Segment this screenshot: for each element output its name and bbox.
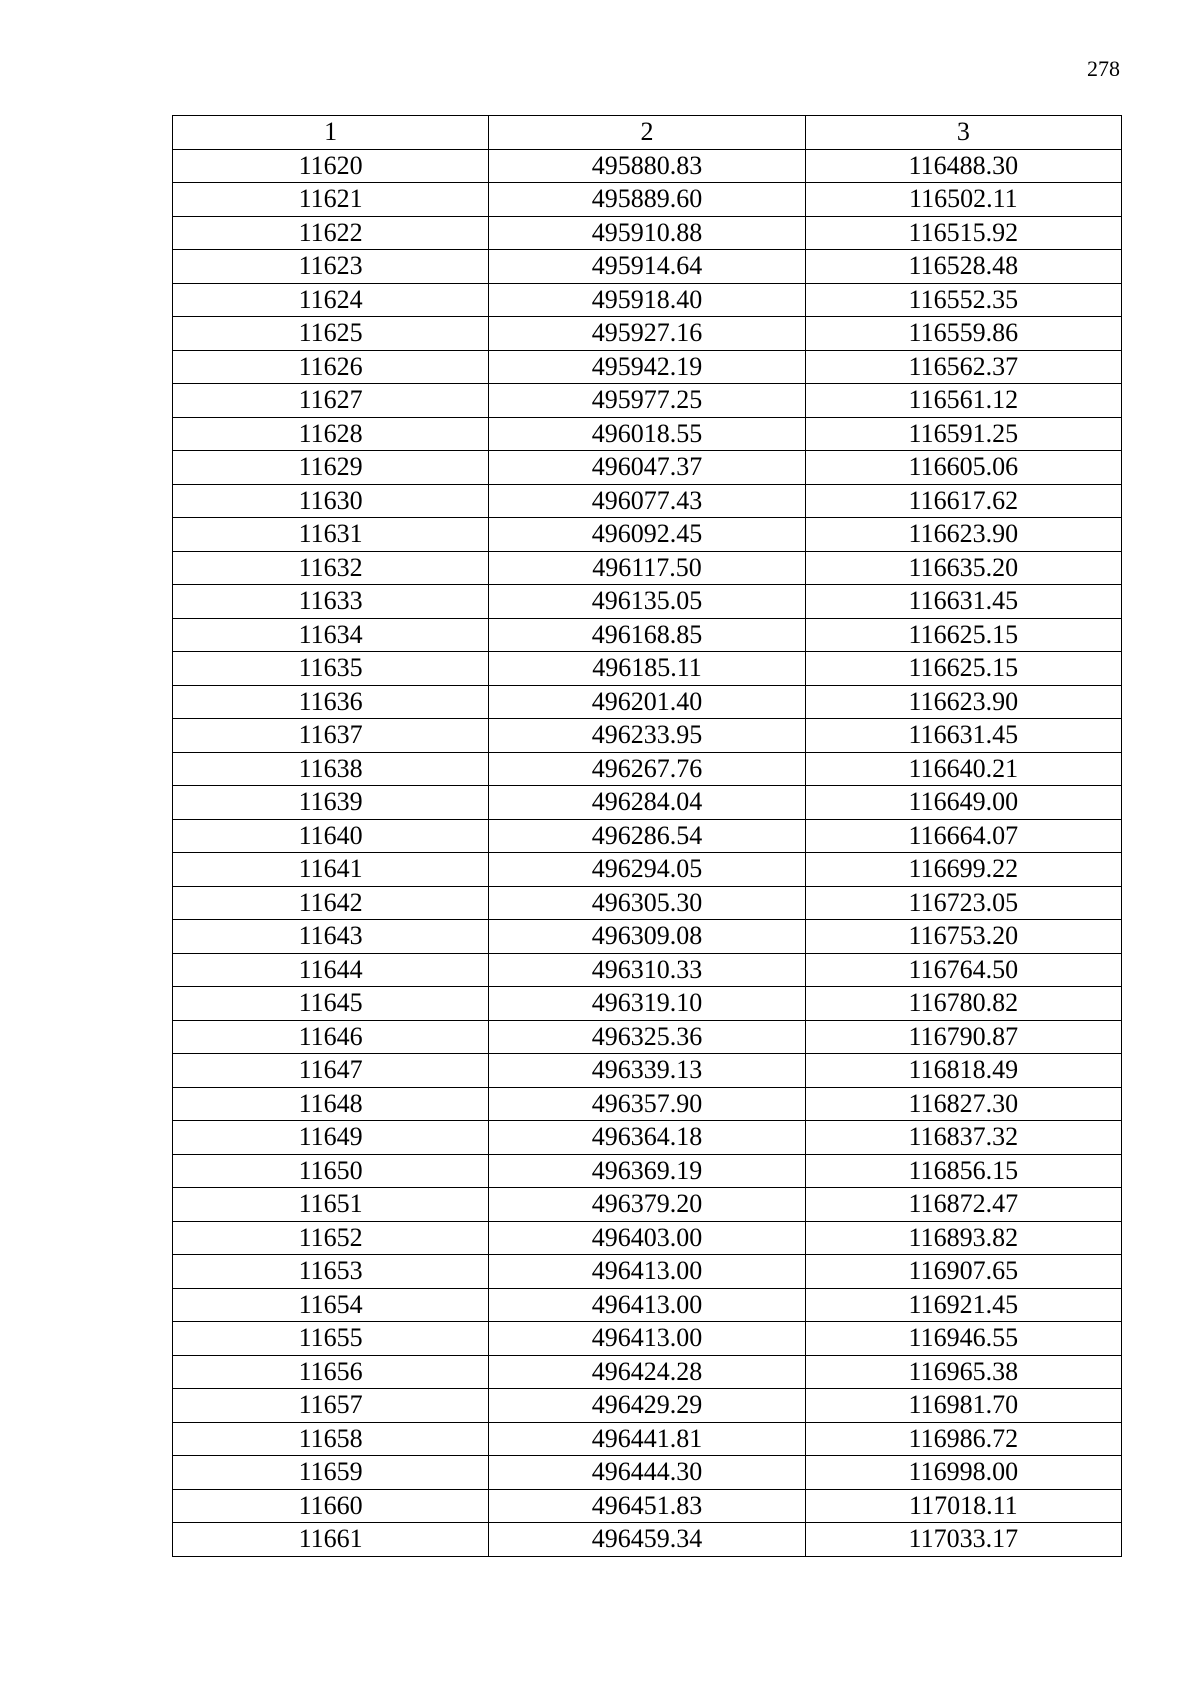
table-cell-col-1: 11652 (173, 1221, 489, 1255)
table-row (173, 719, 1122, 753)
header-cell-3: 3 (805, 116, 1121, 150)
table-cell-col-1: 11641 (173, 853, 489, 887)
table-cell-col-2: 496379.20 (489, 1188, 805, 1222)
table-cell-col-1: 11632 (173, 551, 489, 585)
table-cell-col-2: 496294.05 (489, 853, 805, 887)
table-cell-col-3: 116515.92 (805, 216, 1121, 250)
table-body (173, 116, 1122, 1557)
table-row (173, 1188, 1122, 1222)
table-cell-col-2: 496459.34 (489, 1523, 805, 1557)
table-cell-col-1: 11623 (173, 250, 489, 284)
table-cell-col-3: 116986.72 (805, 1422, 1121, 1456)
table-cell-col-3: 116780.82 (805, 987, 1121, 1021)
table-row (173, 652, 1122, 686)
table-cell-col-2: 496018.55 (489, 417, 805, 451)
table-cell-col-2: 496267.76 (489, 752, 805, 786)
table-cell-col-2: 496444.30 (489, 1456, 805, 1490)
table-row (173, 1121, 1122, 1155)
table-cell-col-1: 11630 (173, 484, 489, 518)
table-row (173, 216, 1122, 250)
table-cell-col-2: 495942.19 (489, 350, 805, 384)
table-row (173, 618, 1122, 652)
table-row (173, 953, 1122, 987)
table-cell-col-2: 496135.05 (489, 585, 805, 619)
table-cell-col-2: 496441.81 (489, 1422, 805, 1456)
table-cell-col-1: 11636 (173, 685, 489, 719)
table-cell-col-3: 116625.15 (805, 618, 1121, 652)
table-cell-col-1: 11653 (173, 1255, 489, 1289)
table-cell-col-1: 11647 (173, 1054, 489, 1088)
header-cell-2: 2 (489, 116, 805, 150)
table-cell-col-1: 11622 (173, 216, 489, 250)
table-cell-col-2: 496413.00 (489, 1288, 805, 1322)
table-row (173, 987, 1122, 1021)
table-row (173, 350, 1122, 384)
table-cell-col-2: 496451.83 (489, 1489, 805, 1523)
table-row (173, 484, 1122, 518)
table-cell-col-1: 11656 (173, 1355, 489, 1389)
table-cell-col-3: 117033.17 (805, 1523, 1121, 1557)
table-cell-col-3: 116818.49 (805, 1054, 1121, 1088)
table-cell-col-3: 116649.00 (805, 786, 1121, 820)
table-cell-col-2: 496201.40 (489, 685, 805, 719)
table-cell-col-1: 11650 (173, 1154, 489, 1188)
table-cell-col-3: 116921.45 (805, 1288, 1121, 1322)
table-cell-col-1: 11651 (173, 1188, 489, 1222)
table-cell-col-2: 496309.08 (489, 920, 805, 954)
table-cell-col-1: 11658 (173, 1422, 489, 1456)
table-cell-col-3: 116893.82 (805, 1221, 1121, 1255)
table-cell-col-3: 116640.21 (805, 752, 1121, 786)
table-cell-col-3: 116699.22 (805, 853, 1121, 887)
table-row (173, 183, 1122, 217)
table-cell-col-1: 11640 (173, 819, 489, 853)
table-cell-col-1: 11645 (173, 987, 489, 1021)
table-cell-col-2: 496424.28 (489, 1355, 805, 1389)
table-cell-col-2: 496413.00 (489, 1255, 805, 1289)
table-cell-col-2: 496286.54 (489, 819, 805, 853)
table-cell-col-2: 496325.36 (489, 1020, 805, 1054)
table-cell-col-3: 116559.86 (805, 317, 1121, 351)
table-row (173, 1456, 1122, 1490)
table-row (173, 1422, 1122, 1456)
table-cell-col-2: 496413.00 (489, 1322, 805, 1356)
table-cell-col-1: 11660 (173, 1489, 489, 1523)
table-cell-col-1: 11627 (173, 384, 489, 418)
table-cell-col-1: 11644 (173, 953, 489, 987)
table-cell-col-2: 495880.83 (489, 149, 805, 183)
table-cell-col-3: 116946.55 (805, 1322, 1121, 1356)
table-row (173, 853, 1122, 887)
table-cell-col-3: 116837.32 (805, 1121, 1121, 1155)
table-row (173, 585, 1122, 619)
table-cell-col-3: 116625.15 (805, 652, 1121, 686)
table-cell-col-3: 116827.30 (805, 1087, 1121, 1121)
table-row (173, 250, 1122, 284)
table-cell-col-2: 496429.29 (489, 1389, 805, 1423)
table-row (173, 1355, 1122, 1389)
table-cell-col-2: 496284.04 (489, 786, 805, 820)
table-cell-col-1: 11657 (173, 1389, 489, 1423)
table-cell-col-2: 496077.43 (489, 484, 805, 518)
table-cell-col-1: 11634 (173, 618, 489, 652)
table-cell-col-3: 116635.20 (805, 551, 1121, 585)
table-cell-col-2: 495918.40 (489, 283, 805, 317)
table-row (173, 819, 1122, 853)
table-row (173, 1221, 1122, 1255)
table-row (173, 551, 1122, 585)
table-cell-col-1: 11626 (173, 350, 489, 384)
table-row (173, 518, 1122, 552)
table-cell-col-2: 496310.33 (489, 953, 805, 987)
table-cell-col-3: 116872.47 (805, 1188, 1121, 1222)
table-cell-col-2: 496168.85 (489, 618, 805, 652)
table-row (173, 886, 1122, 920)
table-row (173, 1087, 1122, 1121)
table-cell-col-3: 116981.70 (805, 1389, 1121, 1423)
table-row (173, 283, 1122, 317)
table-row (173, 752, 1122, 786)
table-row (173, 1389, 1122, 1423)
table-row (173, 786, 1122, 820)
table-cell-col-3: 116528.48 (805, 250, 1121, 284)
table-cell-col-3: 116965.38 (805, 1355, 1121, 1389)
table-row (173, 1054, 1122, 1088)
table-row (173, 685, 1122, 719)
table-cell-col-2: 496092.45 (489, 518, 805, 552)
table-cell-col-3: 116998.00 (805, 1456, 1121, 1490)
table-cell-col-2: 496305.30 (489, 886, 805, 920)
table-cell-col-1: 11646 (173, 1020, 489, 1054)
header-cell-1: 1 (173, 116, 489, 150)
table-cell-col-2: 495977.25 (489, 384, 805, 418)
table-cell-col-2: 496369.19 (489, 1154, 805, 1188)
table-cell-col-1: 11642 (173, 886, 489, 920)
table-cell-col-3: 116488.30 (805, 149, 1121, 183)
table-cell-col-2: 496403.00 (489, 1221, 805, 1255)
table-cell-col-3: 116723.05 (805, 886, 1121, 920)
table-cell-col-2: 496047.37 (489, 451, 805, 485)
table-row (173, 920, 1122, 954)
table-cell-col-1: 11637 (173, 719, 489, 753)
table-cell-col-2: 496357.90 (489, 1087, 805, 1121)
table-row (173, 149, 1122, 183)
table-cell-col-3: 116623.90 (805, 518, 1121, 552)
table-cell-col-3: 116664.07 (805, 819, 1121, 853)
table-header-row (173, 116, 1122, 150)
table-row (173, 1322, 1122, 1356)
table-cell-col-1: 11659 (173, 1456, 489, 1490)
table-cell-col-3: 116631.45 (805, 719, 1121, 753)
table-cell-col-3: 116856.15 (805, 1154, 1121, 1188)
table-row (173, 1154, 1122, 1188)
table-cell-col-3: 116623.90 (805, 685, 1121, 719)
table-cell-col-3: 116552.35 (805, 283, 1121, 317)
table-cell-col-2: 495914.64 (489, 250, 805, 284)
table-cell-col-1: 11624 (173, 283, 489, 317)
table-cell-col-1: 11631 (173, 518, 489, 552)
table-cell-col-2: 496319.10 (489, 987, 805, 1021)
table-row (173, 417, 1122, 451)
coordinates-table (172, 115, 1122, 1557)
table-cell-col-1: 11620 (173, 149, 489, 183)
table-cell-col-3: 116764.50 (805, 953, 1121, 987)
table-cell-col-1: 11654 (173, 1288, 489, 1322)
table-cell-col-1: 11648 (173, 1087, 489, 1121)
table-cell-col-1: 11635 (173, 652, 489, 686)
table-cell-col-1: 11655 (173, 1322, 489, 1356)
table-cell-col-3: 116561.12 (805, 384, 1121, 418)
table-cell-col-2: 495889.60 (489, 183, 805, 217)
page-number: 278 (1087, 56, 1120, 81)
table-cell-col-3: 116631.45 (805, 585, 1121, 619)
table-cell-col-2: 496339.13 (489, 1054, 805, 1088)
table-row (173, 1489, 1122, 1523)
table-cell-col-3: 116753.20 (805, 920, 1121, 954)
table-cell-col-2: 495927.16 (489, 317, 805, 351)
table-row (173, 317, 1122, 351)
table-cell-col-2: 496117.50 (489, 551, 805, 585)
table-cell-col-1: 11643 (173, 920, 489, 954)
table-cell-col-3: 116907.65 (805, 1255, 1121, 1289)
table-cell-col-3: 117018.11 (805, 1489, 1121, 1523)
table-cell-col-1: 11621 (173, 183, 489, 217)
table-cell-col-1: 11628 (173, 417, 489, 451)
table-cell-col-3: 116591.25 (805, 417, 1121, 451)
table-cell-col-1: 11629 (173, 451, 489, 485)
table-row (173, 1255, 1122, 1289)
table-row (173, 384, 1122, 418)
table-row (173, 451, 1122, 485)
table-row (173, 1523, 1122, 1557)
table-cell-col-3: 116617.62 (805, 484, 1121, 518)
table-cell-col-1: 11625 (173, 317, 489, 351)
table-cell-col-2: 496233.95 (489, 719, 805, 753)
table-cell-col-1: 11638 (173, 752, 489, 786)
table-cell-col-3: 116562.37 (805, 350, 1121, 384)
table-cell-col-3: 116790.87 (805, 1020, 1121, 1054)
table-cell-col-3: 116605.06 (805, 451, 1121, 485)
table-cell-col-1: 11661 (173, 1523, 489, 1557)
table-cell-col-1: 11639 (173, 786, 489, 820)
table-cell-col-3: 116502.11 (805, 183, 1121, 217)
table-cell-col-2: 496364.18 (489, 1121, 805, 1155)
table-row (173, 1020, 1122, 1054)
table-cell-col-1: 11649 (173, 1121, 489, 1155)
table-row (173, 1288, 1122, 1322)
table-cell-col-1: 11633 (173, 585, 489, 619)
table-cell-col-2: 495910.88 (489, 216, 805, 250)
table-cell-col-2: 496185.11 (489, 652, 805, 686)
